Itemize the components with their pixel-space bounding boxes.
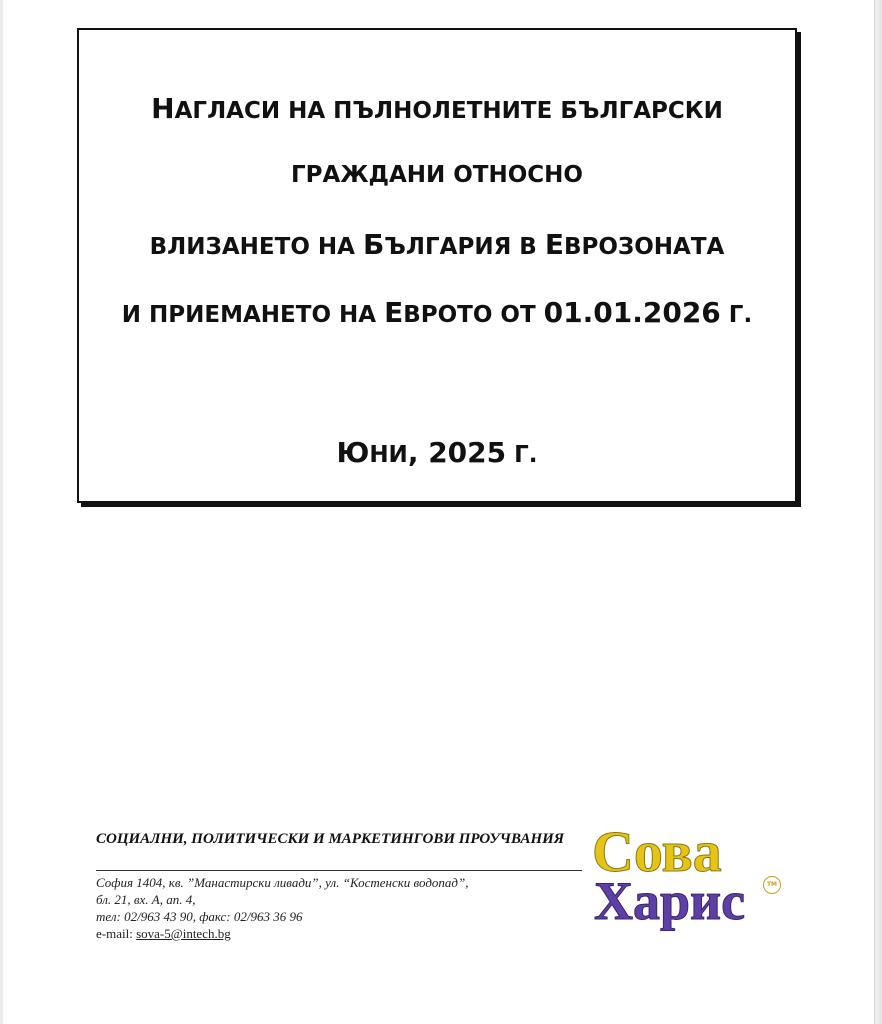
title-date: ЮНИ, 2025 Г.	[336, 436, 538, 469]
logo-top-word: Сова	[592, 819, 722, 884]
footer-heading: СОЦИАЛНИ, ПОЛИТИЧЕСКИ И МАРКЕТИНГОВИ ПРОУЧВАНИЯ	[96, 831, 565, 847]
address-line-2: бл. 21, вх. А, ап. 4,	[96, 892, 196, 907]
title-box	[77, 28, 797, 503]
phone-line: тел: 02/963 43 90, факс: 02/963 36 96	[96, 909, 303, 924]
title-line-2: ГРАЖДАНИ ОТНОСНО	[291, 162, 583, 188]
sova-haris-logo	[592, 818, 792, 948]
trademark-icon: TM	[763, 876, 781, 894]
address-line-1: София 1404, кв. ”Манастирски ливади”, ул. “Костенски водопад”,	[96, 875, 469, 890]
logo-bottom-word: Харис	[594, 871, 746, 931]
email-link[interactable]: sova-5@intech.bg	[136, 926, 231, 941]
title-line-4: И ПРИЕМАНЕТО НА ЕВРОТО ОТ 01.01.2026 Г.	[121, 296, 753, 329]
page-right-edge	[874, 0, 882, 1024]
email-line	[96, 925, 576, 942]
contact-address	[96, 874, 576, 942]
email-label: e-mail:	[96, 926, 137, 941]
page-left-edge	[0, 0, 3, 1024]
title-line-3: ВЛИЗАНЕТО НА БЪЛГАРИЯ В ЕВРОЗОНАТА	[149, 228, 725, 261]
title-line-1: НАГЛАСИ НА ПЪЛНОЛЕТНИТЕ БЪЛГАРСКИ	[151, 92, 723, 125]
footer-divider	[96, 870, 582, 871]
